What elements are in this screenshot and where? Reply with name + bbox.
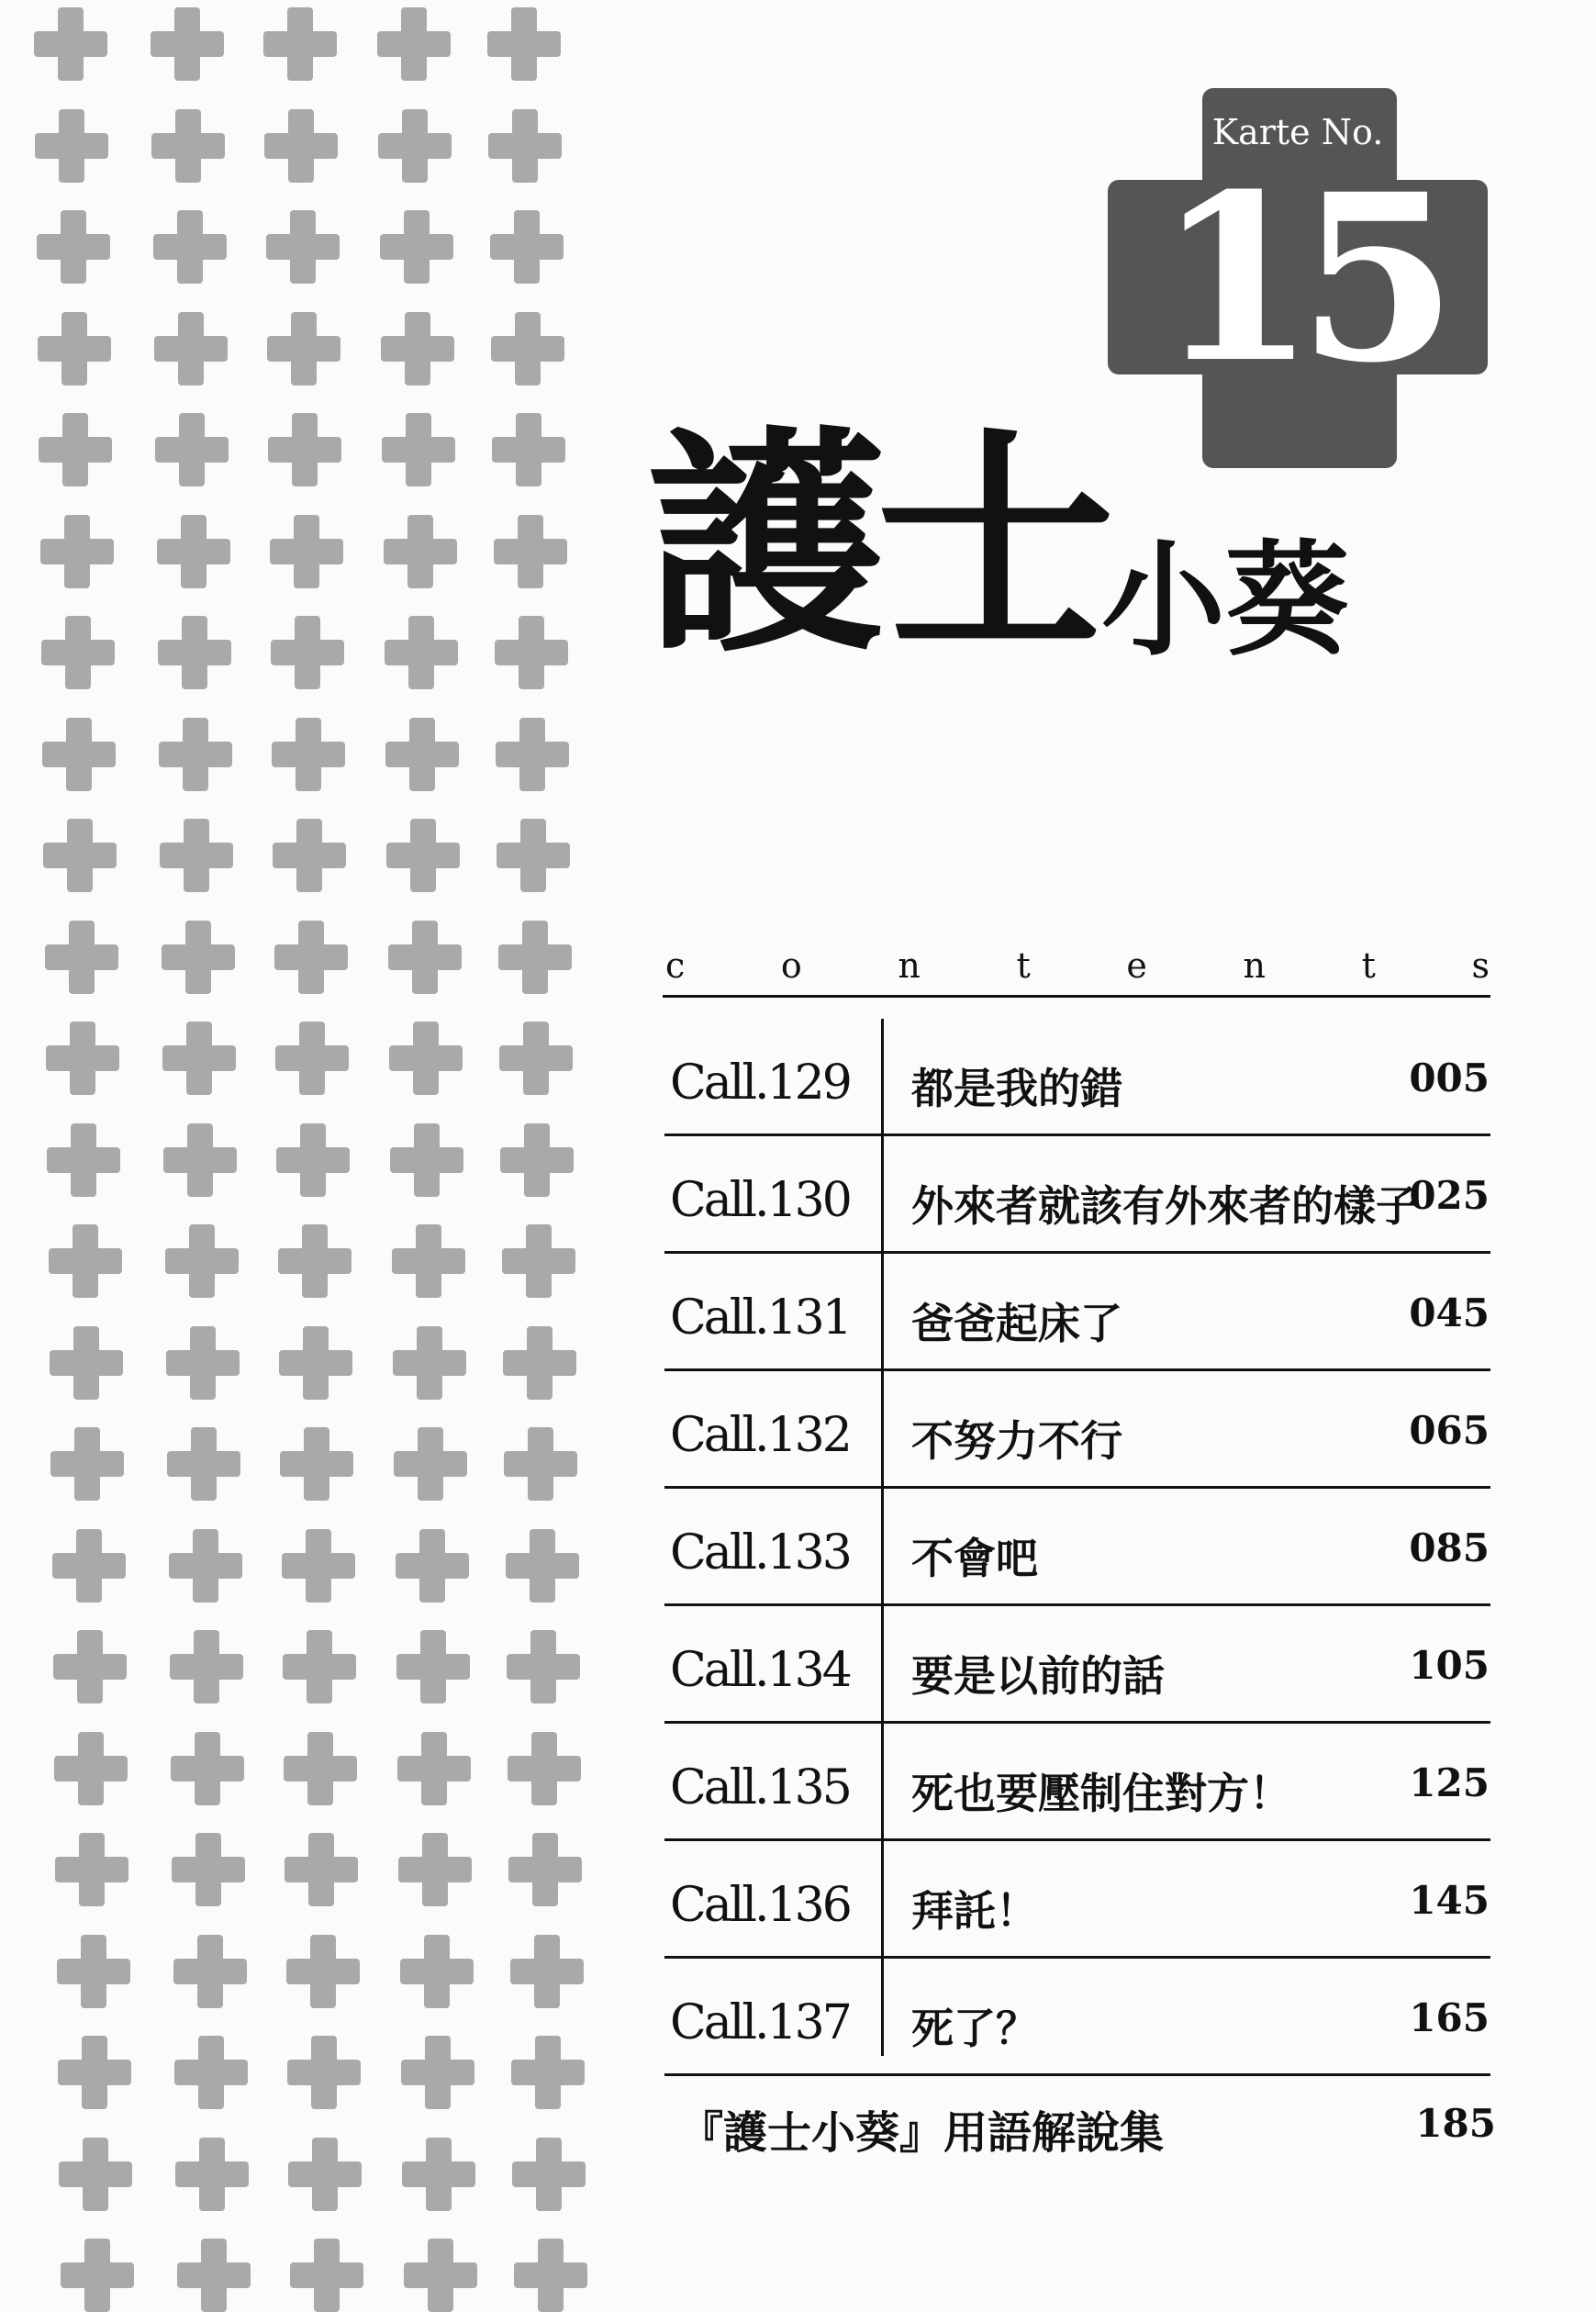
chapter-row — [665, 1724, 1490, 1841]
cross-pattern-icon — [157, 515, 230, 588]
cross-pattern-icon — [402, 2138, 475, 2211]
cross-pattern-icon — [385, 718, 459, 791]
chapter-number: Call.136 — [670, 1878, 850, 1933]
cross-pattern-icon — [496, 718, 569, 791]
cross-pattern-icon — [166, 1326, 240, 1400]
chapter-number: Call.135 — [670, 1760, 850, 1815]
cross-pattern-icon — [52, 1529, 126, 1603]
contents-letter: o — [780, 945, 802, 986]
cross-pattern-icon — [54, 1732, 128, 1805]
cross-pattern-icon — [49, 1224, 122, 1298]
contents-letter: t — [1361, 945, 1376, 986]
chapter-row — [665, 1254, 1490, 1371]
cross-pattern-icon — [400, 1935, 474, 2008]
cross-pattern-icon — [377, 7, 451, 81]
cross-pattern-icon — [274, 921, 348, 994]
chapter-number: Call.133 — [670, 1525, 850, 1580]
cross-pattern-icon — [381, 312, 454, 385]
cross-pattern-icon — [500, 1123, 574, 1197]
cross-pattern-icon — [288, 2138, 362, 2211]
chapter-title: 不會吧 — [911, 1534, 1038, 1583]
chapter-title: 爸爸起床了 — [911, 1299, 1122, 1348]
cross-pattern-icon — [46, 1022, 119, 1095]
cross-pattern-icon — [172, 1833, 245, 1906]
cross-pattern-icon — [154, 312, 228, 385]
cross-pattern-icon — [514, 2239, 587, 2312]
cross-pattern-icon — [508, 1732, 581, 1805]
cross-pattern-icon — [378, 109, 452, 183]
cross-pattern-icon — [266, 210, 340, 284]
cross-pattern-icon — [390, 1123, 463, 1197]
chapter-title: 拜託！ — [911, 1886, 1038, 1936]
cross-pattern-icon — [153, 210, 227, 284]
cross-pattern-icon — [290, 2239, 363, 2312]
cross-pattern-icon — [39, 413, 112, 486]
chapter-page: 145 — [1409, 1878, 1490, 1923]
cross-pattern-icon — [499, 1022, 573, 1095]
cross-pattern-icon — [268, 413, 341, 486]
chapter-page: 125 — [1409, 1760, 1490, 1805]
contents-divider — [663, 995, 1490, 998]
cross-pattern-icon — [507, 1630, 580, 1703]
contents-heading — [665, 945, 1490, 986]
cross-pattern-icon — [50, 1326, 123, 1400]
cross-pattern-icon — [55, 1833, 128, 1906]
row-divider — [664, 2073, 1490, 2076]
cross-pattern-icon — [167, 1427, 240, 1501]
chapter-title: 外來者就該有外來者的樣子 — [911, 1181, 1418, 1231]
cross-pattern-icon — [263, 7, 337, 81]
cross-pattern-icon — [282, 1529, 355, 1603]
cross-pattern-icon — [280, 1427, 353, 1501]
contents-letter: t — [1016, 945, 1031, 986]
cross-pattern-icon — [264, 109, 338, 183]
chapter-page: 005 — [1409, 1055, 1490, 1100]
cross-pattern-icon — [35, 109, 108, 183]
cross-pattern-icon — [162, 921, 235, 994]
cross-pattern-icon — [508, 1833, 582, 1906]
cross-pattern-icon — [511, 2036, 585, 2109]
cross-pattern-icon — [495, 616, 568, 689]
book-title-main: 護士 — [647, 408, 1106, 685]
cross-pattern-icon — [173, 1935, 247, 2008]
cross-pattern-icon — [270, 515, 343, 588]
cross-pattern-icon — [394, 1427, 467, 1501]
cross-pattern-icon — [177, 2239, 251, 2312]
cross-pattern-icon — [382, 413, 455, 486]
cross-pattern-icon — [272, 718, 345, 791]
cross-pattern-icon — [384, 515, 457, 588]
cross-pattern-icon — [510, 1935, 584, 2008]
chapter-row — [665, 1019, 1490, 1136]
cross-pattern-icon — [163, 1123, 237, 1197]
chapter-title: 都是我的錯 — [911, 1064, 1122, 1113]
cross-pattern-icon — [41, 616, 115, 689]
cross-pattern-icon — [512, 2138, 586, 2211]
cross-pattern-icon — [162, 1022, 236, 1095]
chapter-title: 不努力不行 — [911, 1416, 1122, 1466]
cross-pattern-icon — [396, 1630, 470, 1703]
cross-pattern-icon — [492, 413, 565, 486]
cross-pattern-icon — [165, 1224, 239, 1298]
volume-number: 15 — [1156, 143, 1439, 413]
book-title-sub: 小葵 — [1101, 529, 1349, 673]
cross-pattern-icon — [401, 2036, 474, 2109]
chapter-title: 要是以前的話 — [911, 1651, 1165, 1701]
cross-pattern-icon — [151, 7, 224, 81]
cross-pattern-icon — [388, 921, 462, 994]
chapter-page: 085 — [1409, 1525, 1490, 1570]
cross-pattern-icon — [284, 1732, 357, 1805]
chapter-page: 105 — [1409, 1643, 1490, 1688]
chapter-number: Call.134 — [670, 1643, 850, 1698]
cross-pattern-icon — [155, 413, 229, 486]
cross-pattern-icon — [276, 1123, 350, 1197]
cross-pattern-icon — [488, 109, 562, 183]
chapter-row — [665, 1136, 1490, 1254]
cross-pattern-icon — [283, 1630, 356, 1703]
chapter-page: 065 — [1409, 1408, 1490, 1453]
cross-pattern-icon — [385, 616, 458, 689]
cross-pattern-icon — [392, 1224, 465, 1298]
cross-pattern-icon — [278, 1224, 352, 1298]
volume-badge — [1108, 88, 1488, 468]
cross-pattern-icon — [158, 616, 231, 689]
cross-pattern-icon — [286, 1935, 360, 2008]
chapter-number: Call.132 — [670, 1408, 850, 1463]
contents-letter: s — [1471, 945, 1490, 986]
glossary-page: 185 — [1415, 2101, 1496, 2146]
chapter-number: Call.129 — [670, 1055, 850, 1111]
cross-pattern-icon — [396, 1529, 469, 1603]
chapter-row — [665, 1371, 1490, 1489]
chapter-number: Call.130 — [670, 1173, 850, 1228]
chapter-row — [665, 1959, 1490, 2076]
cross-pattern-icon — [40, 515, 114, 588]
cross-pattern-icon — [267, 312, 340, 385]
cross-pattern-icon — [169, 1529, 242, 1603]
cross-pattern-icon — [171, 1732, 244, 1805]
cross-pattern-icon — [494, 515, 567, 588]
chapter-page: 045 — [1409, 1290, 1490, 1335]
cross-pattern-icon — [151, 109, 225, 183]
cross-pattern-icon — [271, 616, 344, 689]
cross-pattern-icon — [491, 312, 564, 385]
cross-pattern-icon — [386, 819, 460, 892]
chapter-number: Call.131 — [670, 1290, 850, 1346]
cross-pattern-icon — [61, 2239, 134, 2312]
cross-pattern-icon — [404, 2239, 477, 2312]
chapter-row — [665, 1841, 1490, 1959]
cross-pattern-icon — [393, 1326, 466, 1400]
cross-pattern-icon — [498, 921, 572, 994]
cross-pattern-icon — [487, 7, 561, 81]
glossary-entry — [679, 2097, 1496, 2161]
cross-pattern-icon — [175, 2138, 249, 2211]
cross-pattern-icon — [273, 819, 346, 892]
chapter-title: 死也要壓制住對方！ — [911, 1769, 1291, 1818]
glossary-title: 『護士小葵』用語解說集 — [679, 2107, 1165, 2159]
cross-pattern-icon — [279, 1326, 352, 1400]
cross-pattern-icon — [159, 718, 232, 791]
cross-pattern-icon — [38, 312, 111, 385]
chapter-row — [665, 1489, 1490, 1606]
cross-pattern-icon — [287, 2036, 361, 2109]
cross-pattern-icon — [47, 1123, 120, 1197]
cross-pattern-icon — [170, 1630, 243, 1703]
cross-pattern-icon — [502, 1224, 575, 1298]
contents-letter: n — [1243, 945, 1266, 986]
cross-pattern-icon — [160, 819, 233, 892]
cross-pattern-icon — [389, 1022, 463, 1095]
chapter-row — [665, 1606, 1490, 1724]
cross-pattern-icon — [58, 2036, 131, 2109]
cross-pattern-icon — [45, 921, 118, 994]
cross-pattern-icon — [275, 1022, 349, 1095]
cross-pattern-icon — [53, 1630, 127, 1703]
cross-pattern-icon — [398, 1833, 472, 1906]
contents-letter: c — [665, 945, 686, 986]
cross-pattern-icon — [42, 718, 116, 791]
cross-pattern-icon — [50, 1427, 124, 1501]
chapter-page: 025 — [1409, 1173, 1490, 1218]
cross-pattern-icon — [37, 210, 110, 284]
cross-pattern-icon — [34, 7, 107, 81]
cross-pattern-icon — [285, 1833, 358, 1906]
contents-letter: n — [898, 945, 921, 986]
cross-pattern-icon — [397, 1732, 471, 1805]
cross-pattern-decoration — [0, 0, 606, 2295]
karte-label: Karte No. — [1211, 112, 1384, 152]
cross-pattern-icon — [380, 210, 453, 284]
contents-letter: e — [1126, 945, 1147, 986]
cross-pattern-icon — [503, 1326, 576, 1400]
chapter-number: Call.137 — [670, 1995, 850, 2050]
cross-pattern-icon — [59, 2138, 132, 2211]
cross-pattern-icon — [504, 1427, 577, 1501]
chapter-page: 165 — [1409, 1995, 1490, 2040]
cross-pattern-icon — [174, 2036, 248, 2109]
cross-pattern-icon — [497, 819, 570, 892]
cross-pattern-icon — [57, 1935, 130, 2008]
cross-pattern-icon — [43, 819, 117, 892]
cross-pattern-icon — [506, 1529, 579, 1603]
chapter-title: 死了？ — [911, 2004, 1038, 2053]
cross-pattern-icon — [490, 210, 564, 284]
